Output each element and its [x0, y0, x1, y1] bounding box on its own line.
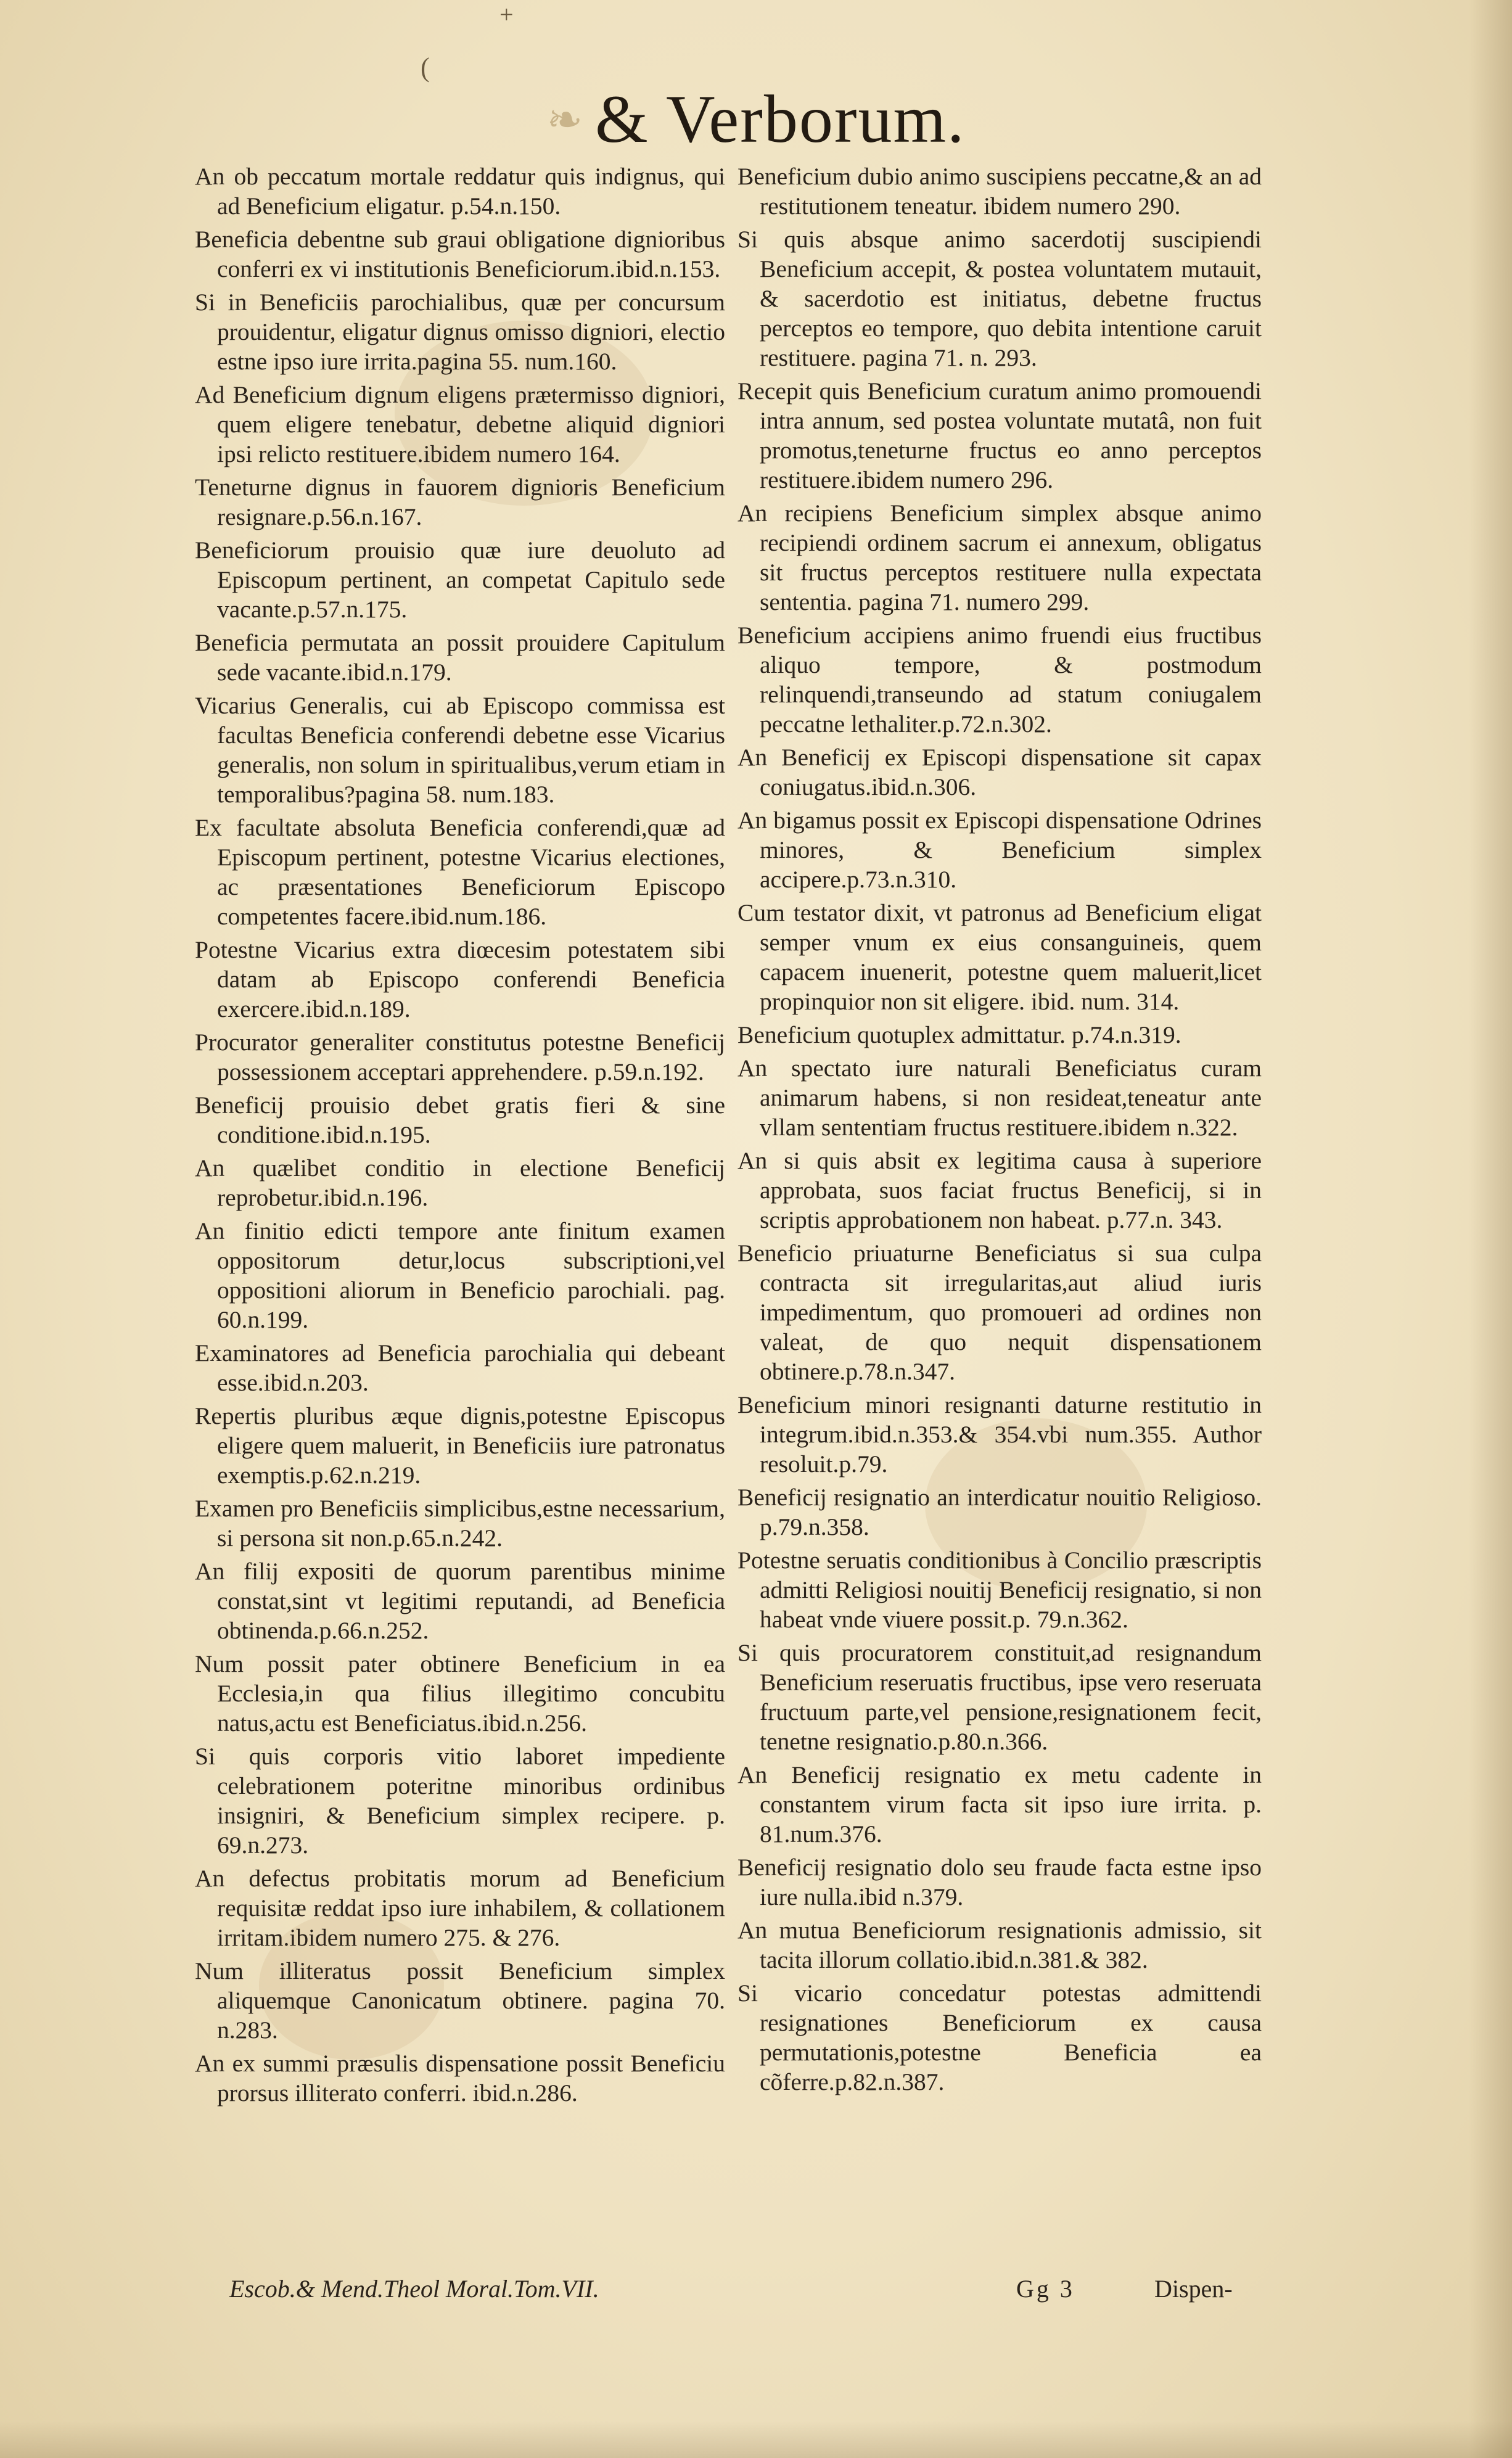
index-entry: Beneficio priuaturne Beneficiatus si sua culpa contracta sit irregularitas,aut aliud iuris impedimentum, quo promoueri ad ordines non valeat, de quo nequit dispensationem obtinere.p.78.n.347.	[738, 1239, 1262, 1385]
ornament-icon: ❧	[546, 97, 587, 144]
index-entry: Beneficij resignatio an interdicatur nouitio Religioso. p.79.n.358.	[738, 1484, 1262, 1540]
index-entry: An recipiens Beneficium simplex absque animo recipiendi ordinem sacrum ei annexum, obligatus sit fructus perceptos restituere nulla expectata sententia. pagina 71. numero 299.	[738, 499, 1262, 615]
index-entry: Vicarius Generalis, cui ab Episcopo commissa est facultas Beneficia conferendi debetne esse Vicarius generalis, non solum in spiritualibus,verum etiam in temporalibus?pagina 58. num.183.	[195, 692, 725, 808]
index-entry: Beneficium minori resignanti daturne restitutio in integrum.ibid.n.353.& 354.vbi num.355. Author resoluit.p.79.	[738, 1391, 1262, 1478]
index-entry: An spectato iure naturali Beneficiatus curam animarum habens, si non resideat,teneatur ante vllam sententiam fructus restituere.ibidem n.322.	[738, 1054, 1262, 1141]
index-entry: Num possit pater obtinere Beneficium in ea Ecclesia,in qua filius illegitimo concubitu natus,actu est Beneficiatus.ibid.n.256.	[195, 1650, 725, 1737]
index-entry: Si in Beneficiis parochialibus, quæ per concursum prouidentur, eligatur dignus omisso digniori, electio estne ipso iure irrita.pagina 55. num.160.	[195, 289, 725, 375]
index-entry: Ex facultate absoluta Beneficia conferendi,quæ ad Episcopum pertinent, potestne Vicarius electiones, ac præsentationes Beneficiorum Episcopo competentes facere.ibid.num.186.	[195, 814, 725, 930]
index-entry: Si quis corporis vitio laboret impediente celebrationem poteritne minoribus ordinibus insigniri, & Beneficium simplex recipere. p. 69.n.273.	[195, 1743, 725, 1859]
index-entry: An bigamus possit ex Episcopi dispensatione Odrines minores, & Beneficium simplex accipere.p.73.n.310.	[738, 807, 1262, 893]
sheet-mark: Gg 3	[1016, 2275, 1075, 2303]
index-entry: An defectus probitatis morum ad Beneficium requisitæ reddat ipso iure inhabilem, & collationem irritam.ibidem numero 275. & 276.	[195, 1865, 725, 1951]
index-entry: Potestne Vicarius extra diœcesim potestatem sibi datam ab Episcopo conferendi Beneficia exercere.ibid.n.189.	[195, 936, 725, 1022]
index-entry: Si vicario concedatur potestas admittendi resignationes Beneficiorum ex causa permutationis,potestne Beneficia ea cõferre.p.82.n.387.	[738, 1979, 1262, 2095]
index-entry: An Beneficij ex Episcopi dispensatione sit capax coniugatus.ibid.n.306.	[738, 744, 1262, 800]
catchword: Dispen-	[1154, 2275, 1233, 2303]
index-entry: An finitio edicti tempore ante finitum examen oppositorum detur,locus subscriptioni,vel oppositioni aliorum in Beneficio parochiali. pag. 60.n.199.	[195, 1217, 725, 1333]
index-entry: An Beneficij resignatio ex metu cadente in constantem virum facta sit ipso iure irrita. p. 81.num.376.	[738, 1761, 1262, 1848]
index-entry: Beneficia debentne sub graui obligatione dignioribus conferri ex vi institutionis Beneficiorum.ibid.n.153.	[195, 226, 725, 282]
print-mark: +	[499, 1, 514, 28]
index-column-right	[738, 162, 1262, 2100]
index-entry: An filij expositi de quorum parentibus minime constat,sint vt legitimi reputandi, ad Beneficia obtinenda.p.66.n.252.	[195, 1558, 725, 1644]
page-footer	[0, 2274, 1512, 2311]
print-mark: (	[421, 52, 430, 83]
signature-line: Escob.& Mend.Theol Moral.Tom.VII.	[229, 2275, 599, 2303]
index-entry: An mutua Beneficiorum resignationis admissio, sit tacita illorum collatio.ibid.n.381.& 382.	[738, 1917, 1262, 1973]
index-entry: Si quis procuratorem constituit,ad resignandum Beneficium reseruatis fructibus, ipse vero reseruata fructuum parte,vel pensione,resignationem fecit, tenetne resignatio.p.80.n.366.	[738, 1639, 1262, 1755]
index-entry: Potestne seruatis conditionibus à Concilio præscriptis admitti Religiosi nouitij Beneficij resignatio, si non habeat vnde viuere possit.p. 79.n.362.	[738, 1547, 1262, 1633]
index-entry: Examen pro Beneficiis simplicibus,estne necessarium, si persona sit non.p.65.n.242.	[195, 1495, 725, 1552]
page-edge-shadow	[0, 2421, 1512, 2458]
index-entry: Num illiteratus possit Beneficium simplex aliquemque Canonicatum obtinere. pagina 70. n.283.	[195, 1957, 725, 2044]
index-entry: An ob peccatum mortale reddatur quis indignus, qui ad Beneficium eligatur. p.54.n.150.	[195, 163, 725, 220]
index-entry: Beneficij resignatio dolo seu fraude facta estne ipso iure nulla.ibid n.379.	[738, 1854, 1262, 1910]
index-entry: Beneficia permutata an possit prouidere Capitulum sede vacante.ibid.n.179.	[195, 629, 725, 686]
index-entry: Ad Beneficium dignum eligens prætermisso digniori, quem eligere tenebatur, debetne aliquid digniori ipsi relicto restituere.ibidem numero 164.	[195, 381, 725, 467]
index-entry: Beneficium dubio animo suscipiens peccatne,& an ad restitutionem teneatur. ibidem numero 290.	[738, 163, 1262, 220]
index-entry: Recepit quis Beneficium curatum animo promouendi intra annum, sed postea voluntate mutatâ, non fuit promotus,teneturne fructus eo anno perceptos restituere.ibidem numero 296.	[738, 377, 1262, 493]
page-edge-shadow	[1469, 0, 1512, 2458]
index-entry: Beneficij prouisio debet gratis fieri & sine conditione.ibid.n.195.	[195, 1091, 725, 1148]
index-entry: Beneficium quotuplex admittatur. p.74.n.319.	[738, 1021, 1181, 1048]
page-title: & Verborum.	[595, 81, 966, 157]
index-column-left	[195, 162, 725, 2111]
index-entry: An ex summi præsulis dispensatione possit Beneficiu prorsus illiterato conferri. ibid.n.286.	[195, 2050, 725, 2107]
index-entry: Beneficiorum prouisio quæ iure deuoluto ad Episcopum pertinent, an competat Capitulo sede vacante.p.57.n.175.	[195, 536, 725, 623]
index-entry: Beneficium accipiens animo fruendi eius fructibus aliquo tempore, & postmodum relinquendi,transeundo ad statum coniugalem peccatne lethaliter.p.72.n.302.	[738, 622, 1262, 738]
index-entry: An si quis absit ex legitima causa à superiore approbata, suos faciat fructus Beneficij, si in scriptis approbationem non habeat. p.77.n. 343.	[738, 1147, 1262, 1233]
running-header	[0, 80, 1512, 158]
index-entry: An quælibet conditio in electione Beneficij reprobetur.ibid.n.196.	[195, 1154, 725, 1211]
index-entry: Examinatores ad Beneficia parochialia qui debeant esse.ibid.n.203.	[195, 1339, 725, 1396]
index-entry: Repertis pluribus æque dignis,potestne Episcopus eligere quem maluerit, in Beneficiis iure patronatus exemptis.p.62.n.219.	[195, 1402, 725, 1489]
index-entry: Cum testator dixit, vt patronus ad Beneficium eligat semper vnum ex eius consanguineis, quem capacem inuenerit, potestne quem maluerit,licet propinquior non sit eligere. ibid. num. 314.	[738, 899, 1262, 1015]
index-entry: Procurator generaliter constitutus potestne Beneficij possessionem acceptari apprehendere. p.59.n.192.	[195, 1029, 725, 1085]
index-entry: Si quis absque animo sacerdotij suscipiendi Beneficium accepit, & postea voluntatem mutauit, & sacerdotio est initiatus, debetne fructus perceptos eo tempore, quo debita intentione caruit restituere. pagina 71. n. 293.	[738, 226, 1262, 371]
index-entry: Teneturne dignus in fauorem dignioris Beneficium resignare.p.56.n.167.	[195, 474, 725, 530]
